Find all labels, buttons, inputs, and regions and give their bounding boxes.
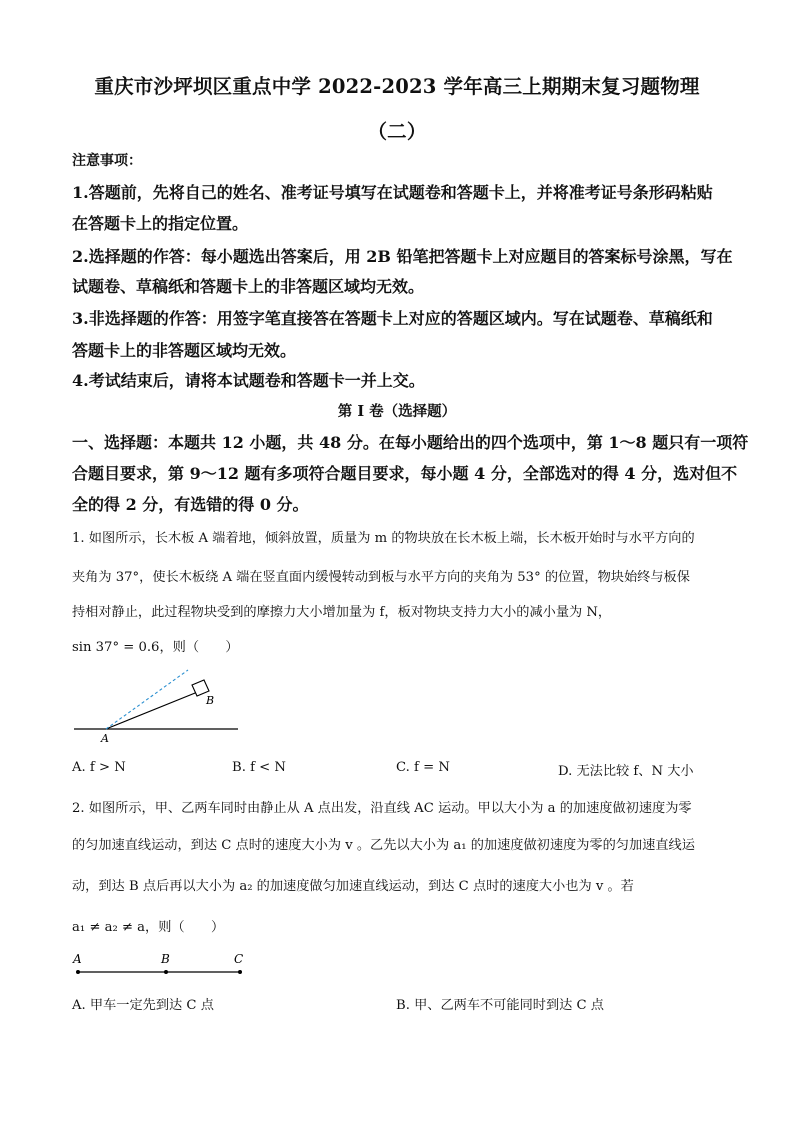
q2-line: 的匀加速直线运动，到达 C 点时的速度大小为 v 。乙先以大小为 a₁ 的加速度做初速度为零的匀加速直线运 bbox=[72, 838, 695, 853]
q1-option-c[interactable]: C. f = N bbox=[396, 760, 450, 775]
q2-line: 2. 如图所示，甲、乙两车同时由静止从 A 点出发，沿直线 AC 运动。甲以大小为 a 的加速度做初速度为零 bbox=[72, 801, 692, 816]
label-b: B bbox=[206, 694, 215, 707]
q1-option-b[interactable]: B. f < N bbox=[232, 760, 286, 775]
q2-option-b[interactable]: B. 甲、乙两车不可能同时到达 C 点 bbox=[396, 998, 604, 1013]
q1-option-a[interactable]: A. f > N bbox=[72, 760, 126, 775]
q1-line: 夹角为 37°，使长木板绕 A 端在竖直面内缓慢转动到板与水平方向的夹角为 53° 的位置，物块始终与板保 bbox=[72, 570, 690, 585]
q2-figure bbox=[70, 948, 250, 982]
notice-item: 在答题卡上的指定位置。 bbox=[72, 214, 249, 233]
title-line-2: （二） bbox=[367, 120, 427, 143]
notice-item: 1.答题前，先将自己的姓名、准考证号填写在试题卷和答题卡上，并将准考证号条形码粘贴 bbox=[72, 183, 713, 202]
section-title: 第 I 卷（选择题） bbox=[337, 403, 457, 420]
point-b bbox=[164, 970, 168, 974]
q1-line: sin 37° = 0.6，则（ ） bbox=[72, 640, 239, 655]
intro-line: 合题目要求，第 9～12 题有多项符合题目要求，每小题 4 分，全部选对的得 4 分，选对但不 bbox=[72, 464, 738, 483]
label-a: A bbox=[101, 732, 109, 745]
q2-line: a₁ ≠ a₂ ≠ a，则（ ） bbox=[72, 920, 225, 935]
rotated-board-dashed bbox=[106, 670, 188, 729]
notice-item: 3.非选择题的作答：用签字笔直接答在答题卡上对应的答题区域内。写在试题卷、草稿纸和 bbox=[72, 309, 713, 328]
notice-item: 4.考试结束后，请将本试题卷和答题卡一并上交。 bbox=[72, 371, 425, 390]
label-c: C bbox=[234, 952, 244, 966]
notice-item: 2.选择题的作答：每小题选出答案后，用 2B 铅笔把答题卡上对应题目的答案标号涂黑，写在 bbox=[72, 247, 733, 266]
label-a: A bbox=[73, 952, 82, 966]
title-line-1: 重庆市沙坪坝区重点中学 2022-2023 学年高三上期期末复习题物理 bbox=[94, 75, 700, 98]
board-line bbox=[106, 689, 205, 729]
q2-option-a[interactable]: A. 甲车一定先到达 C 点 bbox=[72, 998, 214, 1013]
q1-line: 1. 如图所示，长木板 A 端着地，倾斜放置，质量为 m 的物块放在长木板上端，长木板开始时与水平方向的 bbox=[72, 531, 695, 546]
q1-figure bbox=[70, 660, 250, 750]
notice-heading: 注意事项： bbox=[72, 153, 142, 169]
point-a bbox=[76, 970, 80, 974]
q1-option-d[interactable]: D. 无法比较 f、N 大小 bbox=[558, 764, 694, 779]
notice-item: 答题卡上的非答题区域均无效。 bbox=[72, 341, 297, 360]
notice-item: 试题卷、草稿纸和答题卡上的非答题区域均无效。 bbox=[72, 277, 425, 296]
q1-line: 持相对静止，此过程物块受到的摩擦力大小增加量为 f，板对物块支持力大小的减小量为 N， bbox=[72, 605, 612, 620]
intro-line: 全的得 2 分，有选错的得 0 分。 bbox=[72, 495, 309, 514]
point-c bbox=[238, 970, 242, 974]
label-b: B bbox=[161, 952, 170, 966]
q2-line: 动，到达 B 点后再以大小为 a₂ 的加速度做匀加速直线运动，到达 C 点时的速度大小也为 v 。若 bbox=[72, 879, 634, 894]
intro-line: 一、选择题：本题共 12 小题，共 48 分。在每小题给出的四个选项中，第 1～8 题只有一项符 bbox=[72, 433, 749, 452]
